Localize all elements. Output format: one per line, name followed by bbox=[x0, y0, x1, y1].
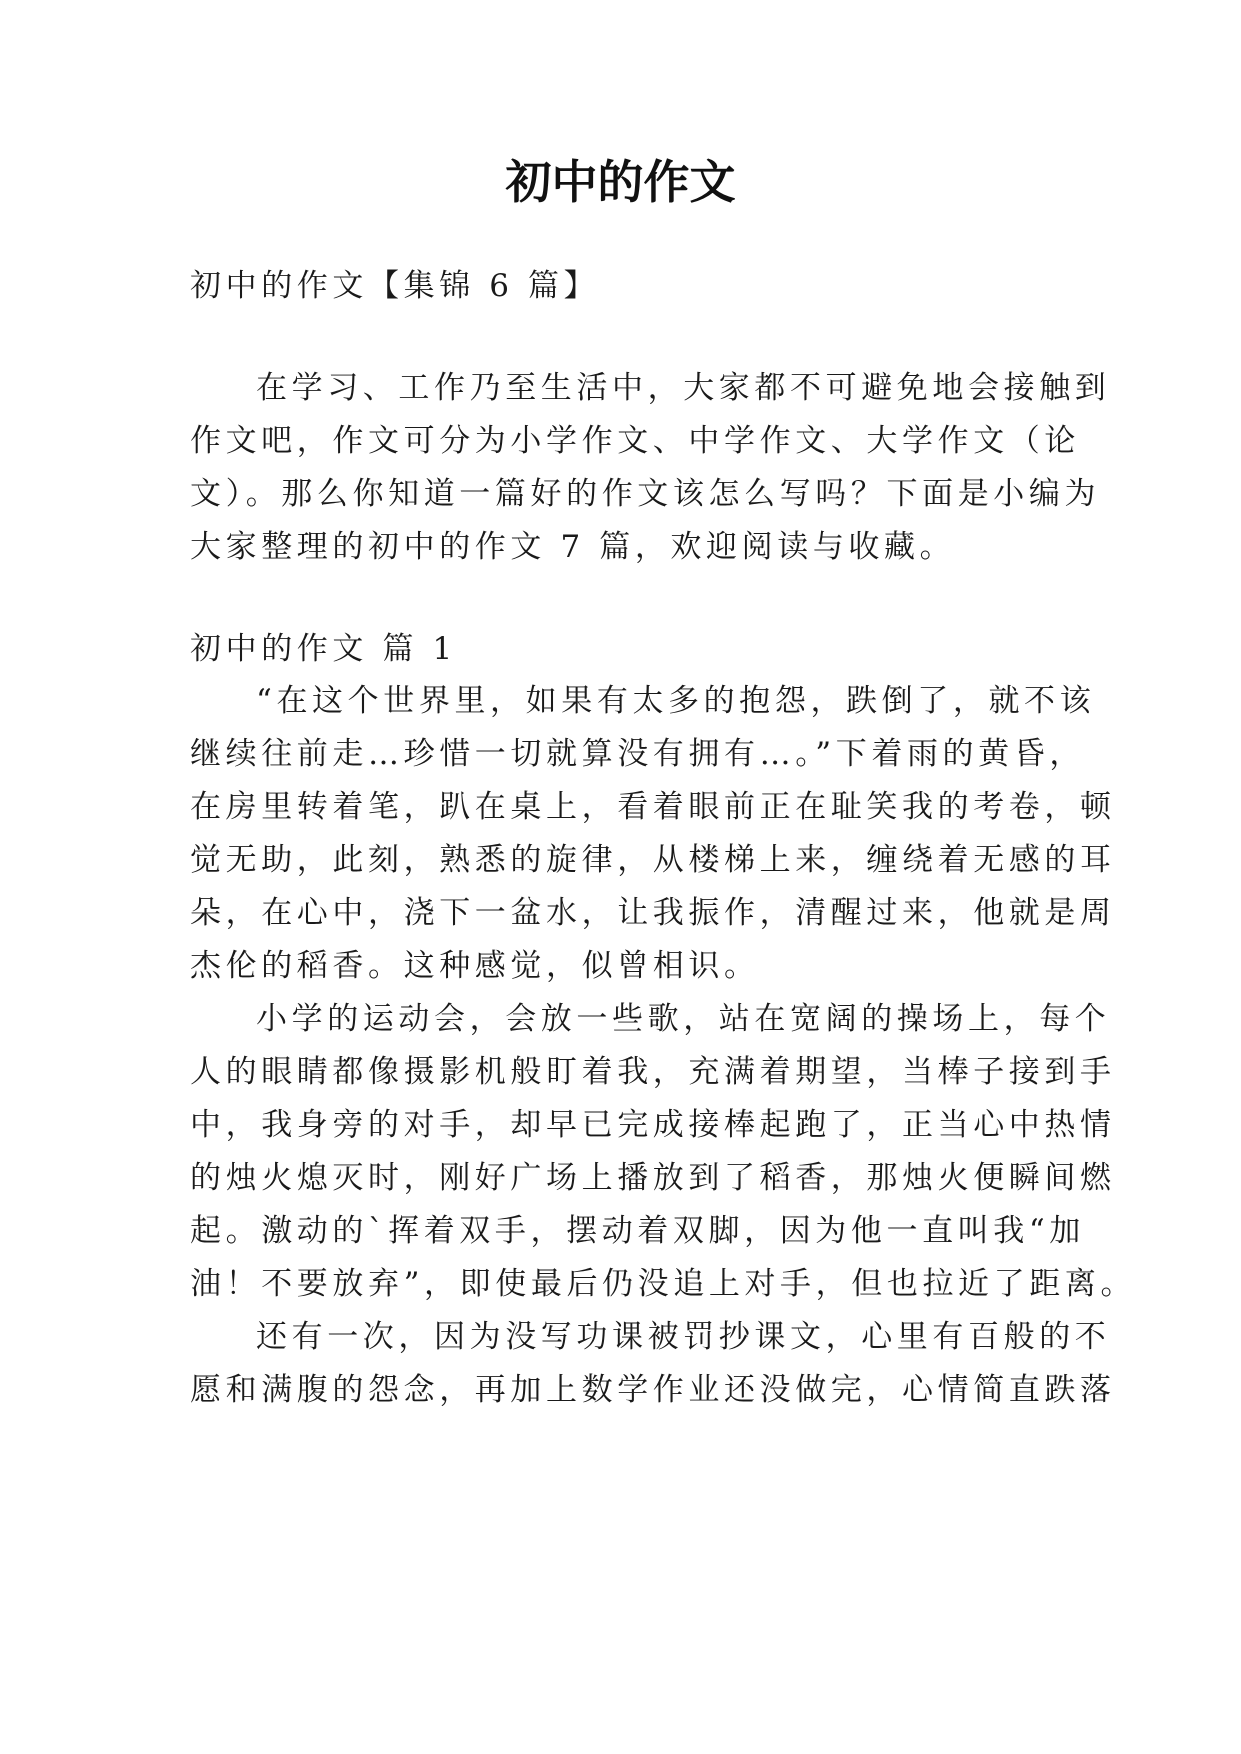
paragraph-line: 愿和满腹的怨念，再加上数学作业还没做完，心情简直跌落 bbox=[190, 1372, 1116, 1408]
paragraph-line: 继续往前走…珍惜一切就算没有拥有…。”下着雨的黄昏， bbox=[190, 736, 1085, 772]
paragraph-line: 在房里转着笔，趴在桌上，看着眼前正在耻笑我的考卷，顿 bbox=[190, 789, 1116, 825]
paragraph-line: 起。激动的`挥着双手，摆动着双脚，因为他一直叫我“加 bbox=[190, 1213, 1085, 1249]
paragraph-line: 杰伦的稻香。这种感觉，似曾相识。 bbox=[190, 948, 760, 984]
paragraph-line: 油！不要放弃”，即使最后仍没追上对手，但也拉近了距离。 bbox=[190, 1266, 1137, 1302]
document-subtitle: 初中的作文【集锦 6 篇】 bbox=[190, 268, 600, 304]
paragraph-line: 小学的运动会，会放一些歌，站在宽阔的操场上，每个 bbox=[256, 1001, 1111, 1037]
section-heading: 初中的作文 篇 1 bbox=[190, 631, 457, 667]
paragraph-line: 人的眼睛都像摄影机般盯着我，充满着期望，当棒子接到手 bbox=[190, 1054, 1116, 1090]
paragraph-line: 觉无助，此刻，熟悉的旋律，从楼梯上来，缠绕着无感的耳 bbox=[190, 842, 1116, 878]
intro-line: 在学习、工作乃至生活中，大家都不可避免地会接触到 bbox=[256, 370, 1111, 406]
intro-line: 大家整理的初中的作文 7 篇，欢迎阅读与收藏。 bbox=[190, 529, 956, 565]
document-title: 初中的作文 bbox=[505, 155, 736, 209]
intro-line: 作文吧，作文可分为小学作文、中学作文、大学作文（论 bbox=[190, 423, 1080, 459]
paragraph-line: 中，我身旁的对手，却早已完成接棒起跑了，正当心中热情 bbox=[190, 1107, 1116, 1143]
paragraph-line: “在这个世界里，如果有太多的抱怨，跌倒了，就不该 bbox=[256, 683, 1096, 719]
paragraph-line: 还有一次，因为没写功课被罚抄课文，心里有百般的不 bbox=[256, 1319, 1111, 1355]
paragraph-line: 朵，在心中，浇下一盆水，让我振作，清醒过来，他就是周 bbox=[190, 895, 1116, 931]
intro-line: 文）。那么你知道一篇好的作文该怎么写吗？下面是小编为 bbox=[190, 476, 1101, 512]
paragraph-line: 的烛火熄灭时，刚好广场上播放到了稻香，那烛火便瞬间燃 bbox=[190, 1160, 1116, 1196]
